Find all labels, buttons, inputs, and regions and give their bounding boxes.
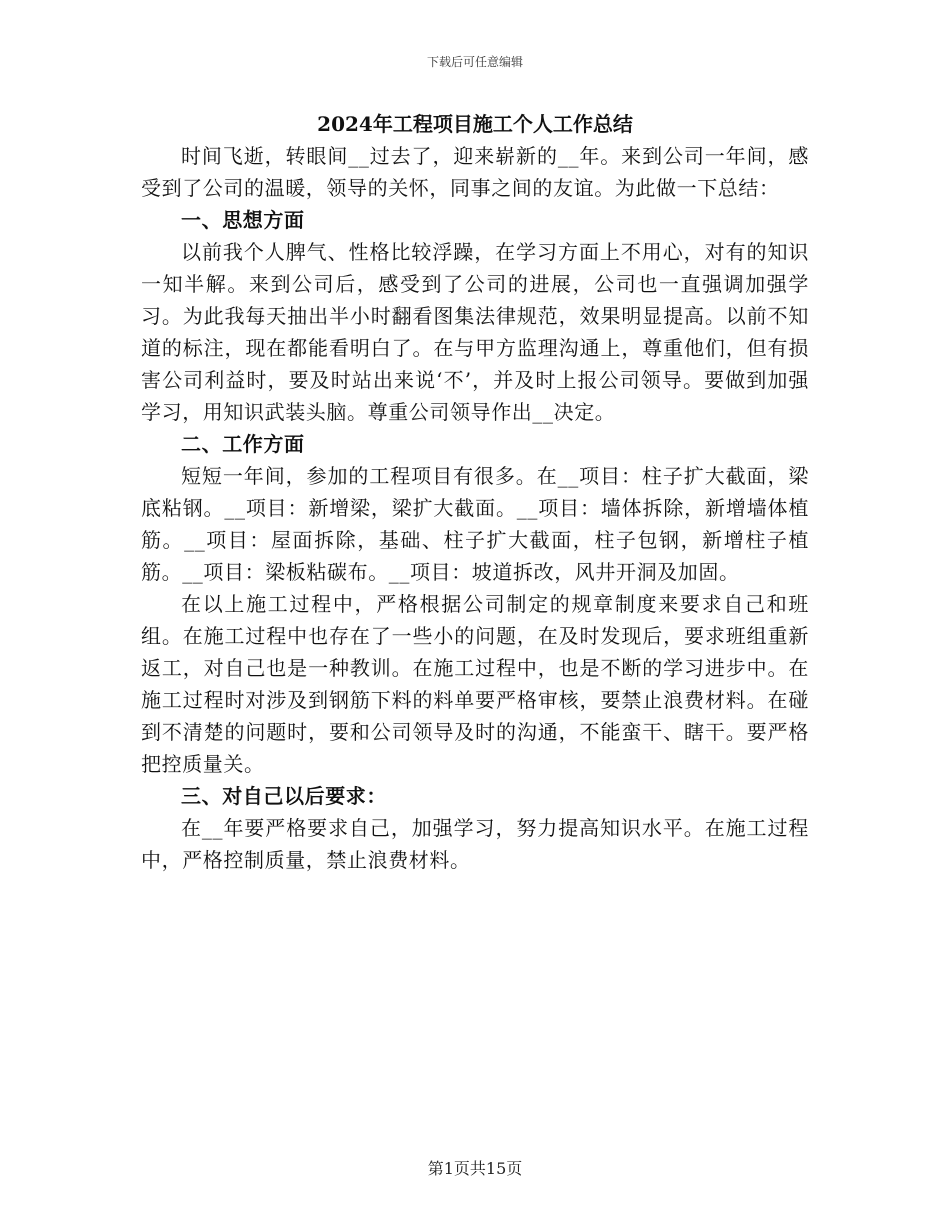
header-note: 下载后可任意编辑 [426,55,523,69]
section-work-paragraph-2: 在以上施工过程中，严格根据公司制定的规章制度来要求自己和班组。在施工过程中也存在了一些小的问题，在及时发现后，要求班组重新返工，对自己也是一种教训。在施工过程中，也是不断的学习进步中。在施工过程时对涉及到钢筋下料的料单要严格审核，要禁止浪费材料。在碰到不清楚的问题时，要和公司领导及时的沟通，不能蛮干、瞎干。要严格把控质量关。 [141,592,809,776]
section-heading-work: 二、工作方面 [181,432,305,456]
page-number-footer: 第1页共15页 [427,1159,523,1178]
document-body [141,108,809,876]
intro-paragraph: 时间飞逝，转眼间__过去了，迎来崭新的__年。来到公司一年间，感受到了公司的温暖，领导的关怀，同事之间的友谊。为此做一下总结： [141,144,809,200]
section-heading-thinking: 一、思想方面 [181,208,305,232]
document-title: 2024年工程项目施工个人工作总结 [317,112,633,136]
section-future-paragraph: 在__年要严格要求自己，加强学习，努力提高知识水平。在施工过程中，严格控制质量，禁止浪费材料。 [141,816,809,872]
section-work-paragraph-1: 短短一年间，参加的工程项目有很多。在__项目：柱子扩大截面，梁底粘钢。__项目：新增梁，梁扩大截面。__项目：墙体拆除，新增墙体植筋。__项目：屋面拆除，基础、柱子扩大截面，柱子包钢，新增柱子植筋。__项目：梁板粘碳布。__项目：坡道拆改，风井开洞及加固。 [141,464,809,584]
section-heading-future: 三、对自己以后要求： [181,784,387,808]
section-thinking-paragraph: 以前我个人脾气、性格比较浮躁，在学习方面上不用心，对有的知识一知半解。来到公司后，感受到了公司的进展，公司也一直强调加强学习。为此我每天抽出半小时翻看图集法律规范，效果明显提高。以前不知道的标注，现在都能看明白了。在与甲方监理沟通上，尊重他们，但有损害公司利益时，要及时站出来说‘不’，并及时上报公司领导。要做到加强学习，用知识武装头脑。尊重公司领导作出__决定。 [141,240,809,424]
